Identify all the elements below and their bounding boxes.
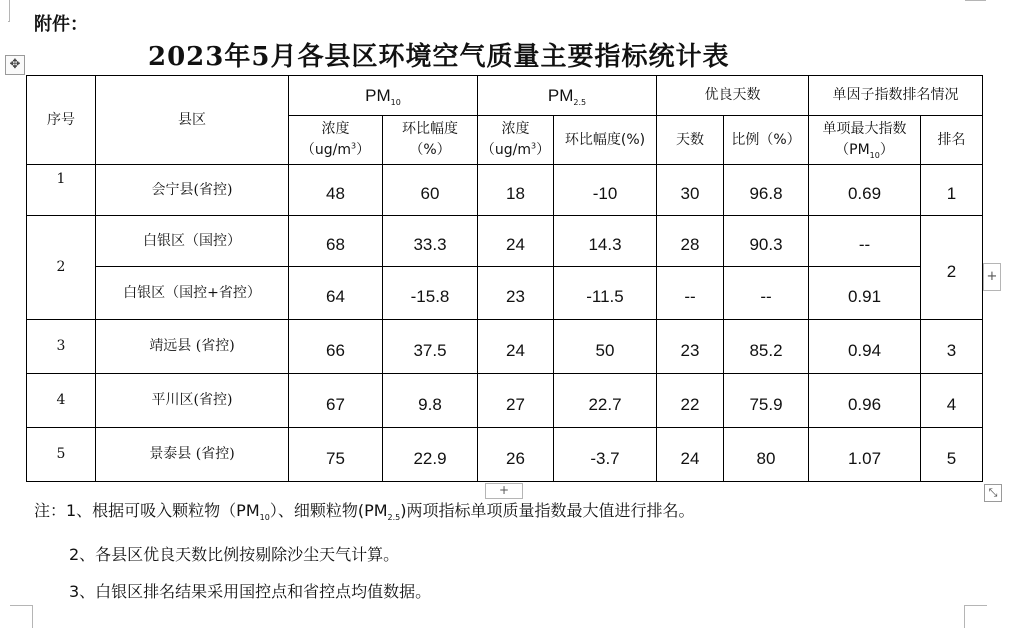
cell-pm10-mom: 22.9 xyxy=(383,428,478,482)
cell-ratio: 75.9 xyxy=(724,374,809,428)
header-pm25-mom: 环比幅度(%) xyxy=(554,116,657,165)
cell-pm25-mom: 50 xyxy=(554,320,657,374)
cell-pm25-mom: 22.7 xyxy=(554,374,657,428)
note-1-part-b: ）、细颗粒物(PM xyxy=(269,501,388,520)
cell-pm10-mom: 9.8 xyxy=(383,374,478,428)
cell-pm10: 67 xyxy=(289,374,383,428)
table-row xyxy=(27,216,983,267)
max-index-unit xyxy=(809,140,920,162)
page-corner-mark-top-left xyxy=(8,0,10,22)
table-resize-handle-icon[interactable]: ⤡ xyxy=(984,484,1002,502)
cell-max-index: 1.07 xyxy=(809,428,921,482)
table-move-handle-icon[interactable]: ✥ xyxy=(5,55,25,75)
cell-pm10: 75 xyxy=(289,428,383,482)
pm10-concentration-label: 浓度 xyxy=(321,121,350,137)
header-ratio: 比例（%） xyxy=(724,116,809,165)
cell-seq: 1 xyxy=(27,165,96,216)
table-row xyxy=(27,428,983,482)
cell-county: 会宁县(省控) xyxy=(96,165,289,216)
unit-base: （PM xyxy=(835,141,870,158)
unit-sub: 10 xyxy=(869,150,880,160)
cell-pm25-mom: -10 xyxy=(554,165,657,216)
cell-pm25: 24 xyxy=(478,320,554,374)
cell-max-index: 0.91 xyxy=(809,267,921,320)
cell-max-index: -- xyxy=(809,216,921,267)
cell-pm10: 48 xyxy=(289,165,383,216)
cell-seq: 5 xyxy=(27,428,96,482)
air-quality-table xyxy=(26,75,983,482)
header-seq: 序号 xyxy=(27,76,96,165)
pm10-subscript: 10 xyxy=(390,97,401,107)
note-1-sub-pm25: 2.5 xyxy=(387,513,401,523)
pm10-mom-unit: （%） xyxy=(409,142,451,158)
document-title: 2023年5月各县区环境空气质量主要指标统计表 xyxy=(148,42,730,72)
note-3: 3、白银区排名结果采用国控点和省控点均值数据。 xyxy=(69,582,432,602)
pm25-subscript: 2.5 xyxy=(573,97,587,107)
cell-rank: 1 xyxy=(921,165,983,216)
cell-pm10: 68 xyxy=(289,216,383,267)
cell-ratio: 85.2 xyxy=(724,320,809,374)
pm25-concentration-label: 浓度 xyxy=(501,121,530,137)
cell-rank: 2 xyxy=(921,216,983,320)
cell-max-index: 0.96 xyxy=(809,374,921,428)
header-rank: 排名 xyxy=(921,116,983,165)
pm10-mom-label: 环比幅度 xyxy=(402,121,458,137)
attachment-label: 附件： xyxy=(34,14,88,35)
cell-ratio: 80 xyxy=(724,428,809,482)
cell-county: 靖远县 (省控) xyxy=(96,320,289,374)
cell-pm10-mom: 37.5 xyxy=(383,320,478,374)
header-max-index xyxy=(809,116,921,165)
cell-rank: 3 xyxy=(921,320,983,374)
cell-pm25: 18 xyxy=(478,165,554,216)
header-pm10 xyxy=(289,76,478,116)
cell-max-index: 0.69 xyxy=(809,165,921,216)
unit-tail: ） xyxy=(536,142,551,158)
cell-days: 23 xyxy=(657,320,724,374)
header-pm25-concentration xyxy=(478,116,554,165)
cell-pm25: 23 xyxy=(478,267,554,320)
pm10-label: PM xyxy=(365,85,391,105)
cell-pm25: 27 xyxy=(478,374,554,428)
add-row-plus-icon[interactable]: + xyxy=(485,483,523,499)
page-corner-mark-bottom-right xyxy=(964,605,987,628)
header-good-days: 优良天数 xyxy=(657,76,809,116)
pm10-concentration-unit xyxy=(289,140,382,161)
header-row-1 xyxy=(27,76,983,116)
cell-ratio: -- xyxy=(724,267,809,320)
add-column-plus-icon[interactable]: + xyxy=(983,263,1001,291)
note-1-part-c: )两项指标单项质量指数最大值进行排名。 xyxy=(400,501,695,520)
cell-pm10: 66 xyxy=(289,320,383,374)
cell-pm10-mom: -15.8 xyxy=(383,267,478,320)
header-pm10-concentration xyxy=(289,116,383,165)
cell-days: 28 xyxy=(657,216,724,267)
cell-seq: 3 xyxy=(27,320,96,374)
table-row xyxy=(27,320,983,374)
unit-sup: 3 xyxy=(531,141,537,151)
pm25-label: PM xyxy=(547,85,574,105)
cell-seq: 2 xyxy=(27,216,96,320)
cell-rank: 4 xyxy=(921,374,983,428)
cell-county: 白银区（国控+省控） xyxy=(96,267,289,320)
cell-seq: 4 xyxy=(27,374,96,428)
header-pm25 xyxy=(478,76,657,116)
cell-days: 24 xyxy=(657,428,724,482)
cell-max-index: 0.94 xyxy=(809,320,921,374)
cell-days: 22 xyxy=(657,374,724,428)
cell-ratio: 90.3 xyxy=(724,216,809,267)
cell-pm10-mom: 60 xyxy=(383,165,478,216)
note-1-sub-pm10: 10 xyxy=(259,513,270,523)
cell-pm25: 26 xyxy=(478,428,554,482)
cell-days: 30 xyxy=(657,165,724,216)
unit-tail: ） xyxy=(879,141,894,158)
header-county: 县区 xyxy=(96,76,289,165)
unit-sup: 3 xyxy=(351,141,357,151)
header-days: 天数 xyxy=(657,116,724,165)
max-index-label: 单项最大指数 xyxy=(822,120,907,137)
cell-county: 景泰县 (省控) xyxy=(96,428,289,482)
cell-ratio: 96.8 xyxy=(724,165,809,216)
cell-rank: 5 xyxy=(921,428,983,482)
note-2: 2、各县区优良天数比例按剔除沙尘天气计算。 xyxy=(69,545,400,565)
header-single-factor: 单因子指数排名情况 xyxy=(809,76,983,116)
unit-tail: ） xyxy=(356,142,371,158)
table-row xyxy=(27,267,983,320)
cell-pm25-mom: -3.7 xyxy=(554,428,657,482)
pm25-concentration-unit xyxy=(478,140,553,161)
cell-county: 平川区(省控) xyxy=(96,374,289,428)
note-1-part-a: 注：1、根据可吸入颗粒物（PM xyxy=(34,501,260,520)
page-corner-mark-top-right xyxy=(965,0,986,1)
table-row xyxy=(27,374,983,428)
unit-base: （ug/m xyxy=(480,142,532,158)
cell-pm25: 24 xyxy=(478,216,554,267)
table-row xyxy=(27,165,983,216)
page-corner-mark-bottom-left xyxy=(10,605,33,628)
note-1 xyxy=(34,492,695,536)
cell-days: -- xyxy=(657,267,724,320)
unit-base: （ug/m xyxy=(300,142,352,158)
header-pm10-mom xyxy=(383,116,478,165)
cell-pm10-mom: 33.3 xyxy=(383,216,478,267)
cell-county: 白银区（国控） xyxy=(96,216,289,267)
cell-pm10: 64 xyxy=(289,267,383,320)
cell-pm25-mom: 14.3 xyxy=(554,216,657,267)
notes-section xyxy=(34,492,695,610)
cell-pm25-mom: -11.5 xyxy=(554,267,657,320)
